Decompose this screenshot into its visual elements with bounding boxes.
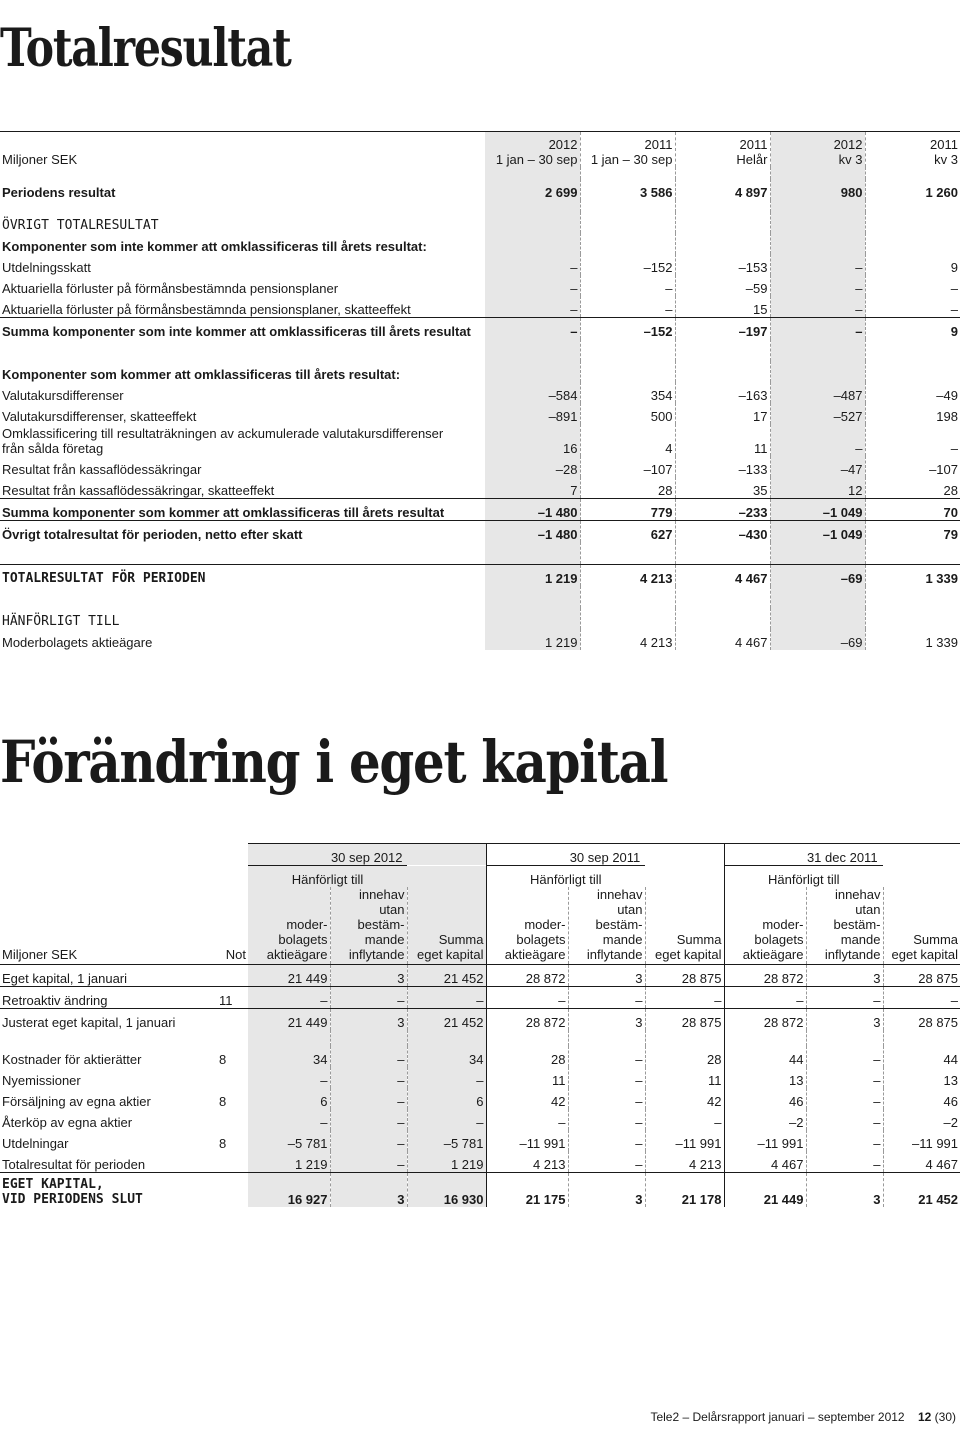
cell: –2 — [724, 1109, 806, 1130]
section-heading-row — [0, 212, 960, 233]
cell: 17 — [675, 403, 770, 424]
cell: –11 991 — [645, 1130, 724, 1151]
cell: 627 — [580, 521, 675, 543]
table-row — [0, 179, 960, 200]
cell: –5 781 — [407, 1130, 486, 1151]
table-row — [0, 424, 960, 456]
row-label: Aktuariella förluster på förmånsbestämnda pensionsplaner, skatteeffekt — [2, 302, 411, 317]
cell: 79 — [865, 521, 960, 543]
cell: – — [248, 1109, 330, 1130]
cell: 16 — [485, 424, 580, 456]
note-cell: 11 — [215, 987, 248, 1009]
cell: 1 219 — [248, 1151, 330, 1173]
cell: 11 — [675, 424, 770, 456]
row-label: Valutakursdifferenser — [2, 388, 124, 403]
cell: 28 — [486, 1046, 568, 1067]
cell: –2 — [883, 1109, 960, 1130]
period-header: 30 sep 2012 — [248, 844, 486, 866]
page-total: (30) — [934, 1410, 956, 1424]
cell: 354 — [580, 382, 675, 403]
totalresultat-table — [0, 131, 960, 650]
table-row — [0, 1009, 960, 1031]
subsection-heading: Komponenter som kommer att omklassificeras till årets resultat: — [2, 367, 401, 382]
cell: 21 449 — [248, 1009, 330, 1031]
cell: 46 — [724, 1088, 806, 1109]
table-row — [0, 275, 960, 296]
table-row — [0, 965, 960, 987]
cell: – — [806, 1151, 883, 1173]
cell: –1 480 — [485, 499, 580, 521]
cell: – — [485, 275, 580, 296]
table-row — [0, 1067, 960, 1088]
section-heading-row — [0, 608, 960, 629]
cell: 11 — [645, 1067, 724, 1088]
cell: 3 — [330, 1173, 407, 1208]
cell: 1 219 — [485, 629, 580, 650]
cell: –107 — [580, 456, 675, 477]
table-row — [0, 1130, 960, 1151]
cell: –59 — [675, 275, 770, 296]
table-row — [0, 477, 960, 499]
column-header-row — [0, 887, 960, 965]
cell: 6 — [407, 1088, 486, 1109]
column-header: innehav utan bestäm- mande inflytande — [806, 887, 883, 965]
cell: 28 — [580, 477, 675, 499]
cell: – — [580, 275, 675, 296]
column-header: moder- bolagets aktieägare — [724, 887, 806, 965]
cell: 3 — [806, 1173, 883, 1208]
cell: 21 175 — [486, 1173, 568, 1208]
cell: – — [248, 1067, 330, 1088]
row-label: EGET KAPITAL, VID PERIODENS SLUT — [0, 1173, 215, 1208]
cell: – — [486, 987, 568, 1009]
column-header: 2011 Helår — [675, 132, 770, 168]
cell: –153 — [675, 254, 770, 275]
table-row — [0, 456, 960, 477]
column-header: moder- bolagets aktieägare — [486, 887, 568, 965]
row-label: Resultat från kassaflödessäkringar — [2, 462, 202, 477]
cell: – — [806, 1130, 883, 1151]
table-row — [0, 296, 960, 318]
cell: – — [568, 1046, 645, 1067]
cell: – — [724, 987, 806, 1009]
cell: 46 — [883, 1088, 960, 1109]
row-label: Nyemissioner — [2, 1073, 81, 1088]
cell: 4 213 — [580, 629, 675, 650]
cell: 3 — [806, 965, 883, 987]
subtotal-row — [0, 521, 960, 543]
cell: –69 — [770, 629, 865, 650]
cell: – — [568, 1109, 645, 1130]
cell: 21 178 — [645, 1173, 724, 1208]
cell: 1 339 — [865, 565, 960, 587]
cell: 21 452 — [407, 965, 486, 987]
cell: 1 260 — [865, 179, 960, 200]
cell: 28 872 — [486, 1009, 568, 1031]
cell: 28 875 — [883, 965, 960, 987]
cell: –584 — [485, 382, 580, 403]
cell: 3 — [568, 1173, 645, 1208]
cell: – — [485, 296, 580, 318]
table-row — [0, 382, 960, 403]
row-label: Utdelningsskatt — [2, 260, 91, 275]
cell: – — [865, 296, 960, 318]
table-header-row — [0, 132, 960, 168]
row-label: Försäljning av egna aktier — [2, 1094, 151, 1109]
cell: – — [883, 987, 960, 1009]
row-label: TOTALRESULTAT FÖR PERIODEN — [0, 565, 485, 587]
cell: – — [330, 1046, 407, 1067]
cell: – — [806, 1046, 883, 1067]
cell: – — [770, 424, 865, 456]
cell: 198 — [865, 403, 960, 424]
cell: 28 875 — [883, 1009, 960, 1031]
cell: – — [330, 1130, 407, 1151]
cell: 70 — [865, 499, 960, 521]
cell: 4 467 — [883, 1151, 960, 1173]
cell: – — [568, 1067, 645, 1088]
row-label: Totalresultat för perioden — [2, 1157, 146, 1172]
cell: 4 467 — [675, 565, 770, 587]
cell: – — [770, 318, 865, 340]
footer-text: Tele2 – Delårsrapport januari – september 2012 — [650, 1410, 905, 1424]
subtotal-row — [0, 318, 960, 340]
note-cell — [215, 965, 248, 987]
row-label: Summa komponenter som kommer att omklassificeras till årets resultat — [0, 499, 485, 521]
cell: – — [568, 1088, 645, 1109]
table-row — [0, 1109, 960, 1130]
cell: 3 — [806, 1009, 883, 1031]
row-label: Moderbolagets aktieägare — [2, 635, 153, 650]
cell: –69 — [770, 565, 865, 587]
cell: 6 — [248, 1088, 330, 1109]
row-label: Valutakursdifferenser, skatteeffekt — [2, 409, 197, 424]
cell: 980 — [770, 179, 865, 200]
cell: –1 480 — [485, 521, 580, 543]
cell: – — [770, 275, 865, 296]
cell: 4 467 — [675, 629, 770, 650]
cell: – — [806, 1109, 883, 1130]
row-label: Summa komponenter som inte kommer att omklassificeras till årets resultat — [0, 318, 485, 340]
cell: –28 — [485, 456, 580, 477]
eget-kapital-table — [0, 843, 960, 1207]
period-header: 30 sep 2011 — [486, 844, 724, 866]
cell: 42 — [486, 1088, 568, 1109]
cell: 21 452 — [407, 1009, 486, 1031]
row-label: Omklassificering till resultaträkningen av ackumulerade valutakursdifferenser från sålda företag — [2, 426, 444, 456]
cell: 15 — [675, 296, 770, 318]
table-row — [0, 403, 960, 424]
cell: 21 449 — [248, 965, 330, 987]
cell: –107 — [865, 456, 960, 477]
table-row — [0, 1088, 960, 1109]
row-label: Justerat eget kapital, 1 januari — [0, 1009, 215, 1031]
cell: 4 897 — [675, 179, 770, 200]
cell: 28 872 — [486, 965, 568, 987]
cell: 4 213 — [580, 565, 675, 587]
cell: 16 927 — [248, 1173, 330, 1208]
cell: 4 213 — [486, 1151, 568, 1173]
cell: – — [568, 1151, 645, 1173]
cell: 21 452 — [883, 1173, 960, 1208]
cell: –11 991 — [724, 1130, 806, 1151]
cell: 3 — [330, 1009, 407, 1031]
cell: 34 — [248, 1046, 330, 1067]
cell: 2 699 — [485, 179, 580, 200]
cell: 3 — [568, 1009, 645, 1031]
column-header: 2011 1 jan – 30 sep — [580, 132, 675, 168]
note-cell: 8 — [219, 1094, 227, 1109]
cell: –1 049 — [770, 499, 865, 521]
total-row — [0, 1173, 960, 1208]
cell: 35 — [675, 477, 770, 499]
table-row — [0, 1151, 960, 1173]
cell: – — [770, 296, 865, 318]
cell: 34 — [407, 1046, 486, 1067]
cell: 4 — [580, 424, 675, 456]
section-title: Förändring i eget kapital — [0, 728, 668, 796]
cell: 500 — [580, 403, 675, 424]
note-cell: 8 — [219, 1052, 227, 1067]
cell: 1 339 — [865, 629, 960, 650]
cell: – — [568, 1130, 645, 1151]
cell: –47 — [770, 456, 865, 477]
table-row — [0, 254, 960, 275]
cell: –527 — [770, 403, 865, 424]
column-header: Summa eget kapital — [407, 887, 486, 965]
column-header: 2011 kv 3 — [865, 132, 960, 168]
cell: 28 — [645, 1046, 724, 1067]
cell: 44 — [883, 1046, 960, 1067]
row-label: Utdelningar — [2, 1136, 69, 1151]
page-title: Totalresultat — [0, 18, 291, 79]
cell: 12 — [770, 477, 865, 499]
cell: – — [770, 254, 865, 275]
note-cell — [215, 1151, 248, 1173]
cell: 21 449 — [724, 1173, 806, 1208]
cell: – — [645, 987, 724, 1009]
column-header: Summa eget kapital — [645, 887, 724, 965]
cell: – — [407, 987, 486, 1009]
cell: – — [248, 987, 330, 1009]
cell: 13 — [724, 1067, 806, 1088]
cell: –197 — [675, 318, 770, 340]
cell: 42 — [645, 1088, 724, 1109]
hanforligt-label: Hänförligt till — [486, 866, 645, 888]
column-header: innehav utan bestäm- mande inflytande — [568, 887, 645, 965]
cell: 44 — [724, 1046, 806, 1067]
note-header: Not — [225, 947, 246, 962]
cell: –487 — [770, 382, 865, 403]
page-footer — [650, 1410, 956, 1424]
cell: – — [865, 424, 960, 456]
cell: –133 — [675, 456, 770, 477]
note-cell — [215, 1109, 248, 1130]
period-header-row — [0, 844, 960, 866]
row-label: Aktuariella förluster på förmånsbestämnda pensionsplaner — [2, 281, 339, 296]
note-cell — [215, 1009, 248, 1031]
cell: 4 213 — [645, 1151, 724, 1173]
cell: – — [580, 296, 675, 318]
column-header: Summa eget kapital — [883, 887, 960, 965]
cell: –1 049 — [770, 521, 865, 543]
cell: – — [806, 1088, 883, 1109]
cell: –11 991 — [486, 1130, 568, 1151]
cell: – — [407, 1109, 486, 1130]
row-label: Retroaktiv ändring — [0, 987, 215, 1009]
cell: –233 — [675, 499, 770, 521]
cell: 13 — [883, 1067, 960, 1088]
cell: – — [645, 1109, 724, 1130]
cell: 28 — [865, 477, 960, 499]
cell: 3 — [568, 965, 645, 987]
cell: 1 219 — [485, 565, 580, 587]
cell: –5 781 — [248, 1130, 330, 1151]
cell: –891 — [485, 403, 580, 424]
cell: 28 872 — [724, 965, 806, 987]
cell: – — [485, 254, 580, 275]
cell: – — [330, 1109, 407, 1130]
section-heading: ÖVRIGT TOTALRESULTAT — [2, 218, 159, 233]
cell: 11 — [486, 1067, 568, 1088]
row-label: Övrigt totalresultat för perioden, netto efter skatt — [0, 521, 485, 543]
cell: –11 991 — [883, 1130, 960, 1151]
section-heading: HÄNFÖRLIGT TILL — [2, 614, 120, 629]
cell: –49 — [865, 382, 960, 403]
row-label: Periodens resultat — [2, 185, 116, 200]
cell: 28 875 — [645, 1009, 724, 1031]
cell: 3 586 — [580, 179, 675, 200]
cell: – — [330, 1067, 407, 1088]
cell: – — [806, 987, 883, 1009]
period-header: 31 dec 2011 — [724, 844, 960, 866]
note-cell — [215, 1173, 248, 1208]
cell: –430 — [675, 521, 770, 543]
cell: – — [486, 1109, 568, 1130]
cell: –163 — [675, 382, 770, 403]
unit-label: Miljoner SEK — [0, 132, 485, 168]
row-label: Kostnader för aktierätter — [2, 1052, 142, 1067]
column-header: 2012 1 jan – 30 sep — [485, 132, 580, 168]
cell: – — [568, 987, 645, 1009]
cell: 9 — [865, 318, 960, 340]
page-number: 12 — [917, 1410, 932, 1424]
total-row — [0, 565, 960, 587]
note-cell: 8 — [219, 1136, 227, 1151]
cell: 3 — [330, 965, 407, 987]
cell: 9 — [865, 254, 960, 275]
unit-label: Miljoner SEK — [2, 947, 78, 962]
cell: –152 — [580, 318, 675, 340]
table-row — [0, 1046, 960, 1067]
cell: 16 930 — [407, 1173, 486, 1208]
cell: 4 467 — [724, 1151, 806, 1173]
row-label: Återköp av egna aktier — [2, 1115, 133, 1130]
cell: – — [485, 318, 580, 340]
cell: – — [330, 1088, 407, 1109]
cell: – — [330, 1151, 407, 1173]
subtotal-row — [0, 499, 960, 521]
cell: – — [407, 1067, 486, 1088]
cell: –152 — [580, 254, 675, 275]
subsection-heading-row — [0, 233, 960, 254]
column-header: innehav utan bestäm- mande inflytande — [330, 887, 407, 965]
cell: – — [330, 987, 407, 1009]
cell: 779 — [580, 499, 675, 521]
table-row — [0, 987, 960, 1009]
hanforligt-label: Hänförligt till — [724, 866, 883, 888]
cell: – — [865, 275, 960, 296]
subsection-heading-row — [0, 361, 960, 382]
row-label: Eget kapital, 1 januari — [0, 965, 215, 987]
hanforligt-label: Hänförligt till — [248, 866, 407, 888]
cell: 1 219 — [407, 1151, 486, 1173]
cell: 28 872 — [724, 1009, 806, 1031]
subsection-heading: Komponenter som inte kommer att omklassificeras till årets resultat: — [2, 239, 427, 254]
column-header: 2012 kv 3 — [770, 132, 865, 168]
cell: 28 875 — [645, 965, 724, 987]
cell: 7 — [485, 477, 580, 499]
note-cell — [215, 1067, 248, 1088]
table-row — [0, 629, 960, 650]
column-header: moder- bolagets aktieägare — [248, 887, 330, 965]
row-label: Resultat från kassaflödessäkringar, skatteeffekt — [2, 483, 275, 498]
cell: – — [806, 1067, 883, 1088]
hanforligt-row — [0, 866, 960, 888]
